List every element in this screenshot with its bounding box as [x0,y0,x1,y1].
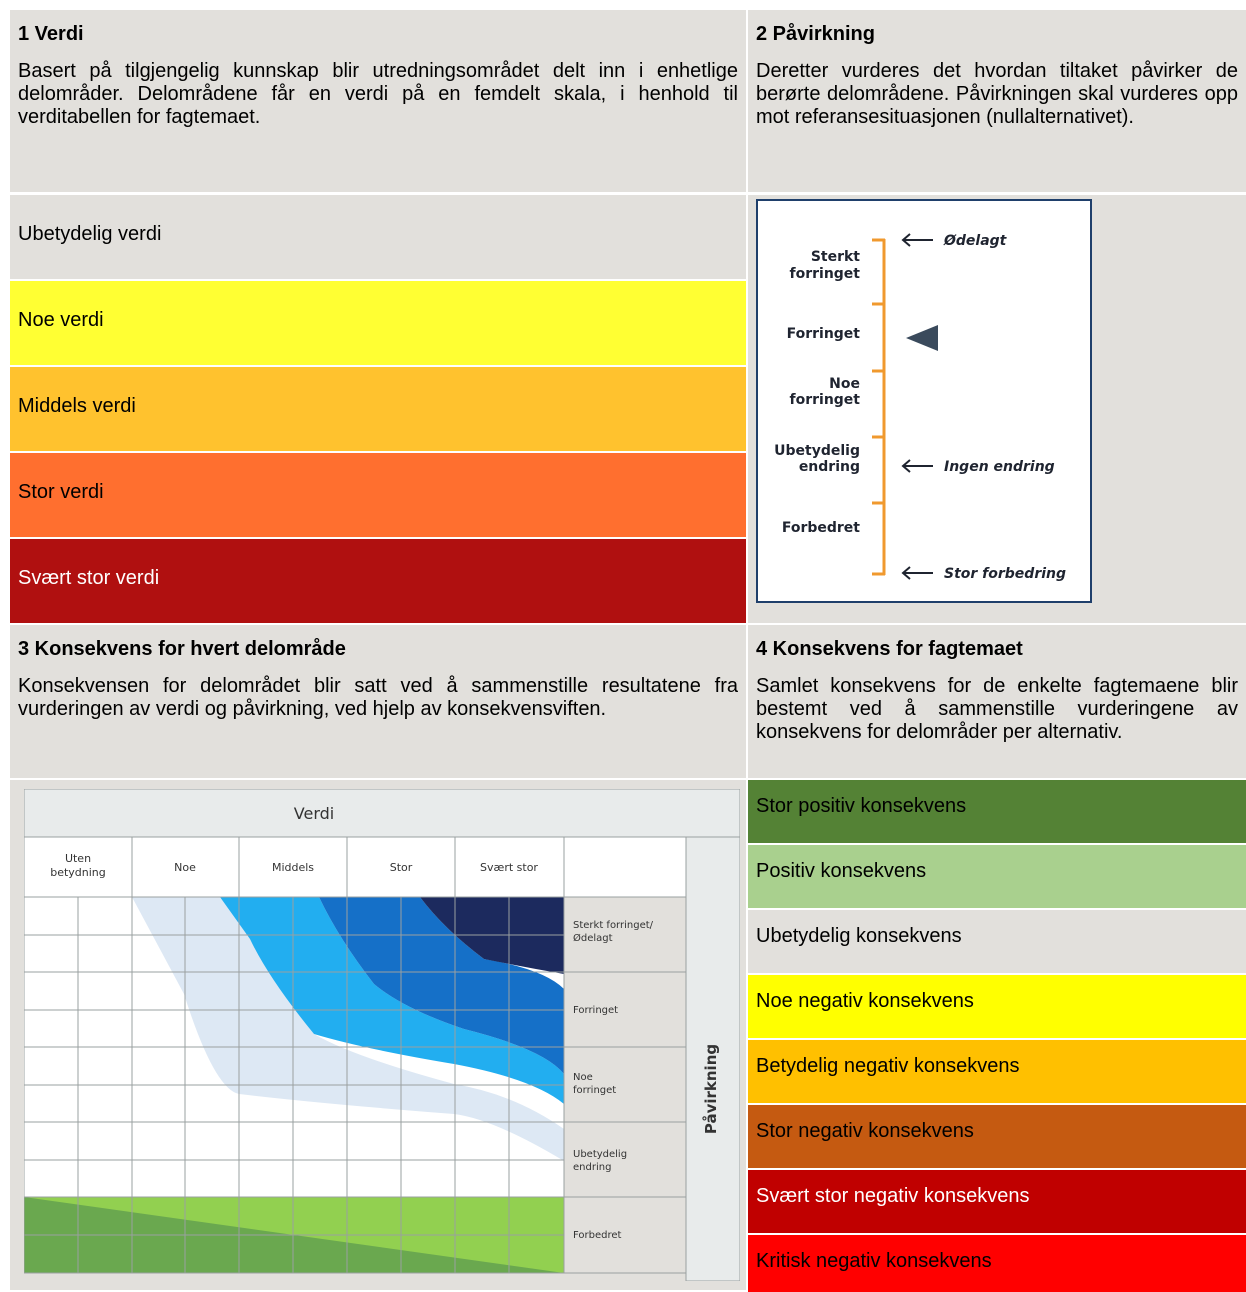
arrow-left-icon [903,460,933,472]
section-title: 1 Verdi [18,23,84,45]
fan-side-label: Påvirkning [702,1043,720,1135]
consequence-band-label: Ubetydelig konsekvens [756,925,962,947]
section-title: 4 Konsekvens for fagtemaet [756,638,1023,660]
consequence-band-label: Svært stor negativ konsekvens [756,1185,1030,1207]
value-band-label: Ubetydelig verdi [18,223,162,245]
consequence-band-ubetydelig [748,910,1246,973]
consequence-band-noe-negativ [748,975,1246,1038]
consequence-band-positiv [748,845,1246,908]
impact-panel [748,195,1246,623]
value-band-label: Stor verdi [18,481,104,503]
section-konsekvens-delomrade [10,625,746,778]
section-text: Basert på tilgjengelig kunnskap blir utredningsområdet delt inn i enhetlige delområder. Delområdene får en verdi på en femdelt skala, i henhold til verditabellen for fagtemaet. [18,60,738,128]
fan-row-label: Forbedret [573,1230,622,1241]
section-title: 3 Konsekvens for hvert delområde [18,638,346,660]
konsekvensvifte-diagram [24,789,740,1281]
value-band-label: Middels verdi [18,395,136,417]
fan-row-label: Ubetydelig endring [573,1149,628,1173]
fan-title: Verdi [293,804,335,823]
consequence-band-svaert-stor-negativ [748,1170,1246,1233]
impact-annotation-middle: Ingen endring [944,459,1055,475]
fan-column-label: Noe [174,861,196,874]
arrow-left-icon [903,567,933,579]
value-band-ubetydelig [10,195,746,279]
fan-column-label: Middels [271,861,315,874]
consequence-band-label: Kritisk negativ konsekvens [756,1250,992,1272]
fan-column-label: Uten betydning [50,852,106,879]
fan-row-label: Sterkt forringet/ Ødelagt [573,920,654,944]
value-band-label: Noe verdi [18,309,104,331]
consequence-band-label: Stor negativ konsekvens [756,1120,974,1142]
fan-row-label: Forringet [573,1005,619,1016]
impact-annotation-bottom: Stor forbedring [944,566,1067,582]
consequence-band-label: Stor positiv konsekvens [756,795,967,817]
consequence-band-betydelig-negativ [748,1040,1246,1103]
section-konsekvens-fagtema [748,625,1246,778]
value-band-middels [10,367,746,451]
section-pavirkning [748,10,1246,192]
fan-column-label: Svært stor [480,861,538,874]
impact-scale-figure [756,199,1092,603]
section-text: Deretter vurderes det hvordan tiltaket påvirker de berørte delområdene. Påvirkningen skal vurderes opp mot referansesituasjonen (nullalternativet). [756,60,1238,128]
impact-indicator-icon [906,325,938,351]
impact-scale-diagram [758,201,1090,601]
consequence-band-stor-negativ [748,1105,1246,1168]
consequence-band-label: Positiv konsekvens [756,860,927,882]
section-text: Konsekvensen for delområdet blir satt ved å sammenstille resultatene fra vurderingen av verdi og påvirkning, ved hjelp av konsekvensviften. [18,675,738,720]
consequence-band-stor-positiv [748,780,1246,843]
impact-level-label: Forringet [786,326,860,342]
value-band-noe [10,281,746,365]
section-title: 2 Påvirkning [756,23,875,45]
fan-row-label: Noe forringet [573,1072,617,1096]
section-verdi [10,10,746,192]
impact-level-label: Ubetydelig endring [774,443,860,475]
consequence-band-kritisk-negativ [748,1235,1246,1292]
impact-annotation-top: Ødelagt [944,233,1007,249]
section-text: Samlet konsekvens for de enkelte fagtemaene blir bestemt ved å sammenstille vurderingene av konsekvens for delområder per alternativ. [756,675,1238,743]
consequence-band-label: Noe negativ konsekvens [756,990,974,1012]
consequence-band-label: Betydelig negativ konsekvens [756,1055,1020,1077]
impact-level-label: Sterkt forringet [789,249,860,282]
fan-column-label: Stor [389,861,413,874]
arrow-left-icon [903,234,933,246]
value-band-svaert-stor [10,539,746,623]
fan-panel [10,780,746,1290]
impact-level-label: Noe forringet [789,376,860,408]
impact-level-label: Forbedret [781,520,860,536]
value-band-label: Svært stor verdi [18,567,160,589]
value-band-stor [10,453,746,537]
